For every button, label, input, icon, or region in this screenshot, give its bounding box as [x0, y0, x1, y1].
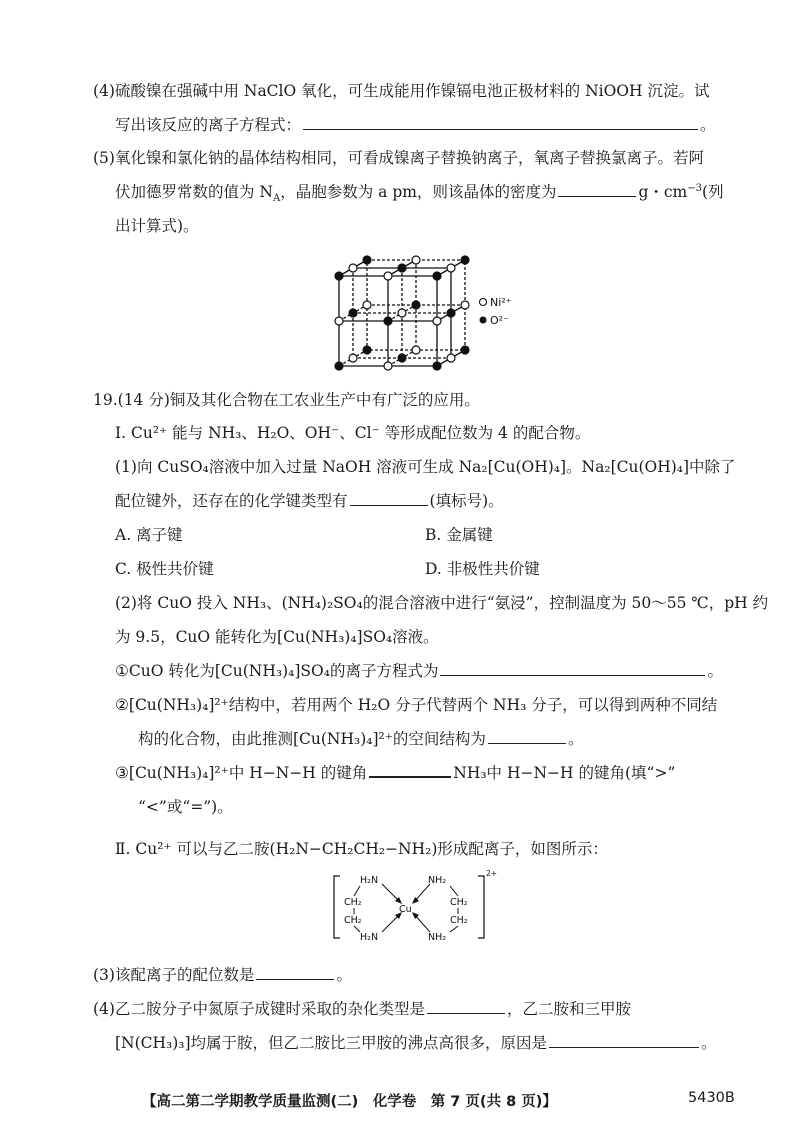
q19-1-answer-blank[interactable] — [350, 504, 428, 506]
complex-h2n-bottom-left: H₂N — [360, 932, 379, 943]
q19-4-answer-blank-2[interactable] — [549, 1046, 699, 1048]
complex-h2n-top-left: H₂N — [360, 875, 379, 886]
q18-5-line1: (5)氧化镍和氯化钠的晶体结构相同，可看成镍离子替换钠离子，氧离子替换氯离子。若阿 — [93, 149, 704, 167]
complex-nh2-top-right: NH₂ — [428, 875, 447, 886]
complex-nh2-bottom-right: NH₂ — [428, 932, 447, 943]
q19-2-3-answer-blank[interactable] — [369, 775, 451, 778]
q18-4-period: 。 — [700, 116, 716, 134]
complex-ch2-right-1: CH₂ — [450, 897, 468, 908]
q19-4-line2 — [115, 1032, 717, 1054]
q18-4-prompt: 写出该反应的离子方程式： — [115, 116, 302, 134]
q18-5-unit: g・cm — [638, 183, 688, 201]
q18-5-density-prompt: ，晶胞参数为 a pm，则该晶体的密度为 — [280, 183, 557, 201]
q19-4-period: 。 — [701, 1034, 717, 1052]
complex-ch2-left-1: CH₂ — [344, 897, 362, 908]
complex-charge: 2+ — [486, 869, 498, 878]
ni-legend-marker — [480, 299, 487, 306]
q19-2-2-line1: ②[Cu(NH₃)₄]²⁺结构中，若用两个 H₂O 分子代替两个 NH₃ 分子，可以得到两种不同结 — [115, 696, 718, 714]
q19-2-3-line2: “<”或“=”)。 — [138, 798, 233, 816]
q19-2-1-line — [115, 660, 723, 682]
q19-1-option-d: D. 非极性共价键 — [425, 560, 540, 578]
q19-3-prompt: (3)该配离子的配位数是 — [93, 966, 255, 984]
q18-4-line1: (4)硫酸镍在强碱中用 NaClO 氧化，可生成能用作镍镉电池正极材料的 NiOOH 沉淀。试 — [93, 82, 710, 100]
q19-3-answer-blank[interactable] — [256, 978, 334, 980]
q19-2-3-line1 — [115, 762, 675, 784]
q19-part1-intro: Ⅰ. Cu²⁺ 能与 NH₃、H₂O、OH⁻、Cl⁻ 等形成配位数为 4 的配合物。 — [115, 424, 591, 442]
q19-4-prompt: (4)乙二胺分子中氮原子成键时采取的杂化类型是 — [93, 1000, 425, 1018]
q19-3-line — [93, 964, 352, 986]
q19-2-line2: 为 9.5，CuO 能转化为[Cu(NH₃)₄]SO₄溶液。 — [115, 628, 439, 646]
q18-5-note: (列 — [702, 183, 724, 201]
q19-4-mid: ，乙二胺和三甲胺 — [506, 1000, 631, 1018]
q18-5-line3: 出计算式)。 — [115, 217, 199, 235]
q18-5-unit-sup: −3 — [687, 182, 703, 194]
q19-header: 19.(14 分)铜及其化合物在工农业生产中有广泛的应用。 — [93, 391, 480, 409]
q19-2-1-answer-blank[interactable] — [440, 674, 705, 676]
q19-2-3-note: NH₃中 H−N−H 的键角(填“>” — [453, 764, 676, 782]
cu-en-complex-diagram — [330, 868, 500, 946]
nio-crystal-structure-diagram — [325, 242, 525, 372]
q19-1-option-c: C. 极性共价键 — [115, 560, 214, 578]
q19-4-reason-prompt: [N(CH₃)₃]均属于胺，但乙二胺比三甲胺的沸点高很多，原因是 — [115, 1034, 548, 1052]
complex-ch2-left-2: CH₂ — [344, 915, 362, 926]
q18-4-answer-blank[interactable] — [303, 128, 698, 130]
q19-1-note: (填标号)。 — [429, 492, 504, 510]
q19-1-line1: (1)向 CuSO₄溶液中加入过量 NaOH 溶液可生成 Na₂[Cu(OH)₄]。Na₂[Cu(OH)₄]中除了 — [115, 458, 736, 476]
o-legend-marker — [480, 317, 487, 324]
ni-legend-label: Ni²⁺ — [490, 296, 512, 309]
q19-1-option-b: B. 金属键 — [425, 526, 493, 544]
q19-1-prompt: 配位键外，还存在的化学键类型有 — [115, 492, 348, 510]
q19-part2-intro: Ⅱ. Cu²⁺ 可以与乙二胺(H₂N−CH₂CH₂−NH₂)形成配离子，如图所示： — [115, 840, 608, 858]
q19-1-option-a: A. 离子键 — [115, 526, 183, 544]
complex-ch2-right-2: CH₂ — [450, 915, 468, 926]
q19-2-2-answer-blank[interactable] — [488, 742, 566, 744]
q19-2-1-prompt: ①CuO 转化为[Cu(NH₃)₄]SO₄的离子方程式为 — [115, 662, 439, 680]
page-footer: 【高二第二学期教学质量监测(二) 化学卷 第 7 页(共 8 页)】 — [142, 1094, 557, 1110]
q18-5-line2 — [115, 181, 724, 203]
q19-4-line1 — [93, 998, 631, 1020]
q19-2-2-prompt: 构的化合物，由此推测[Cu(NH₃)₄]²⁺的空间结构为 — [138, 730, 486, 748]
q19-2-2-line2 — [138, 728, 583, 750]
q18-5-answer-blank[interactable] — [558, 195, 636, 197]
o-legend-label: O²⁻ — [490, 314, 509, 327]
q18-4-line2 — [115, 114, 716, 136]
q19-3-period: 。 — [336, 966, 352, 984]
q19-1-line2 — [115, 490, 504, 512]
q19-2-line1: (2)将 CuO 投入 NH₃、(NH₄)₂SO₄的混合溶液中进行“氨浸”，控制温度为 50～55 ℃，pH 约 — [115, 594, 769, 612]
exam-code: 5430B — [688, 1090, 735, 1106]
q19-4-answer-blank-1[interactable] — [427, 1012, 505, 1014]
complex-cu-center: Cu — [399, 904, 412, 915]
q18-5-na-label: 伏加德罗常数的值为 N — [115, 183, 273, 201]
q19-2-2-period: 。 — [567, 730, 584, 748]
q18-5-na-sub: A — [273, 193, 281, 205]
q19-2-1-period: 。 — [707, 662, 723, 680]
q19-2-3-prompt: ③[Cu(NH₃)₄]²⁺中 H−N−H 的键角 — [115, 764, 368, 782]
crystal-legend — [480, 296, 512, 327]
